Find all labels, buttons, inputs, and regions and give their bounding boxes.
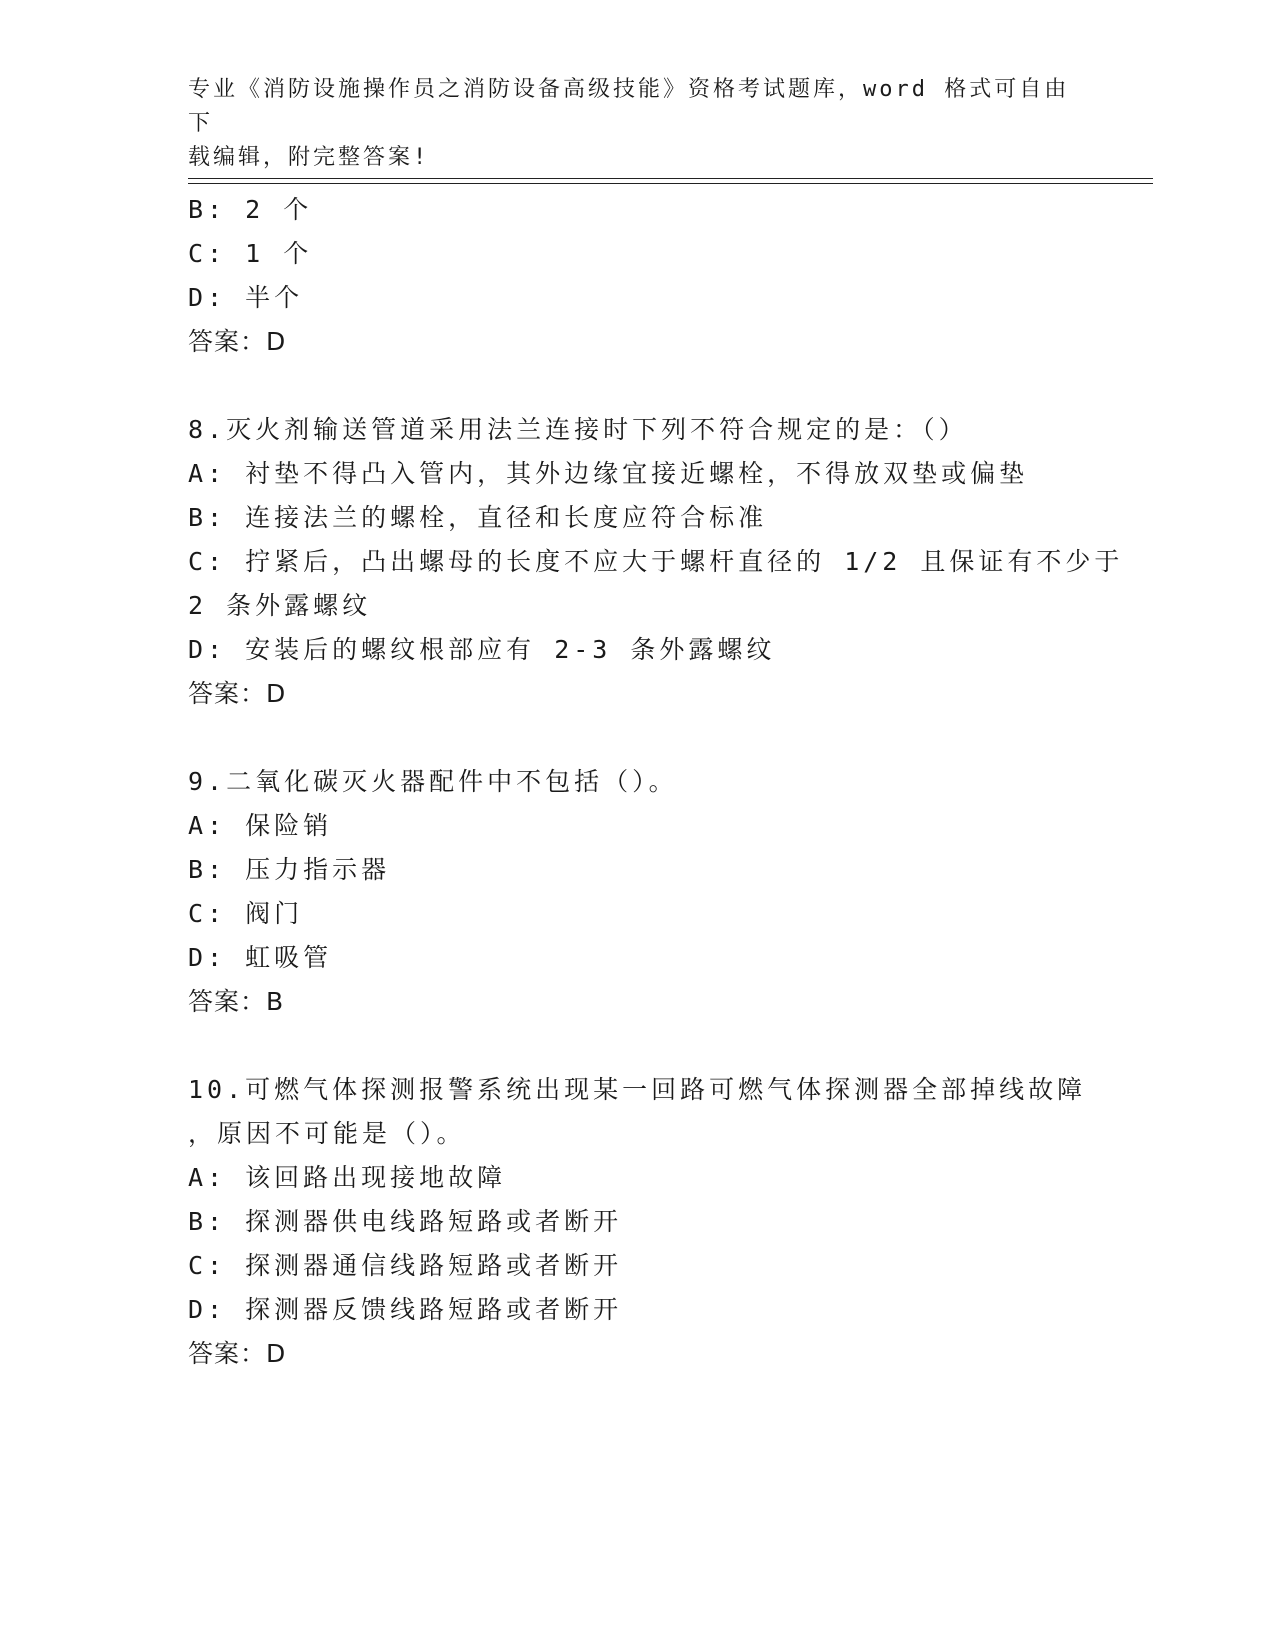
q9-question: 9.二氧化碳灭火器配件中不包括（）。 — [188, 767, 678, 796]
q7-option-d: D: 半个 — [188, 283, 304, 312]
q9-option-d: D: 虹吸管 — [188, 943, 333, 972]
q8-option-a: A: 衬垫不得凸入管内，其外边缘宜接近螺栓，不得放双垫或偏垫 — [188, 459, 1029, 488]
q8-option-c-line-1: C: 拧紧后，凸出螺母的长度不应大于螺杆直径的 1/2 且保证有不少于 — [188, 547, 1124, 576]
q10-answer: 答案：D — [188, 1339, 287, 1368]
header-line-2: 载编辑，附完整答案! — [188, 145, 430, 170]
header-divider-bottom — [188, 183, 1153, 184]
q8-option-d: D: 安装后的螺纹根部应有 2-3 条外露螺纹 — [188, 635, 776, 664]
header-divider-top — [188, 178, 1153, 179]
q8-option-b: B: 连接法兰的螺栓，直径和长度应符合标准 — [188, 503, 768, 532]
q7-answer: 答案：D — [188, 327, 287, 356]
q8-option-c-line-2: 2 条外露螺纹 — [188, 591, 372, 620]
q9-answer: 答案：B — [188, 987, 285, 1016]
q8-answer: 答案：D — [188, 679, 287, 708]
document-header — [188, 73, 1088, 175]
q7-option-c: C: 1 个 — [188, 239, 313, 268]
q10-option-c: C: 探测器通信线路短路或者断开 — [188, 1251, 623, 1280]
q9-option-c: C: 阀门 — [188, 899, 304, 928]
q9-option-b: B: 压力指示器 — [188, 855, 391, 884]
q7-option-b: B: 2 个 — [188, 195, 313, 224]
q10-question-line-2: ，原因不可能是（）。 — [188, 1119, 466, 1148]
q10-option-a: A: 该回路出现接地故障 — [188, 1163, 507, 1192]
q10-option-b: B: 探测器供电线路短路或者断开 — [188, 1207, 623, 1236]
q10-question-line-1: 10.可燃气体探测报警系统出现某一回路可燃气体探测器全部掉线故障 — [188, 1075, 1087, 1104]
q9-option-a: A: 保险销 — [188, 811, 333, 840]
q10-option-d: D: 探测器反馈线路短路或者断开 — [188, 1295, 623, 1324]
q8-question: 8.灭火剂输送管道采用法兰连接时下列不符合规定的是：（） — [188, 415, 968, 444]
header-line-1: 专业《消防设施操作员之消防设备高级技能》资格考试题库，word 格式可自由下 — [188, 77, 1070, 136]
